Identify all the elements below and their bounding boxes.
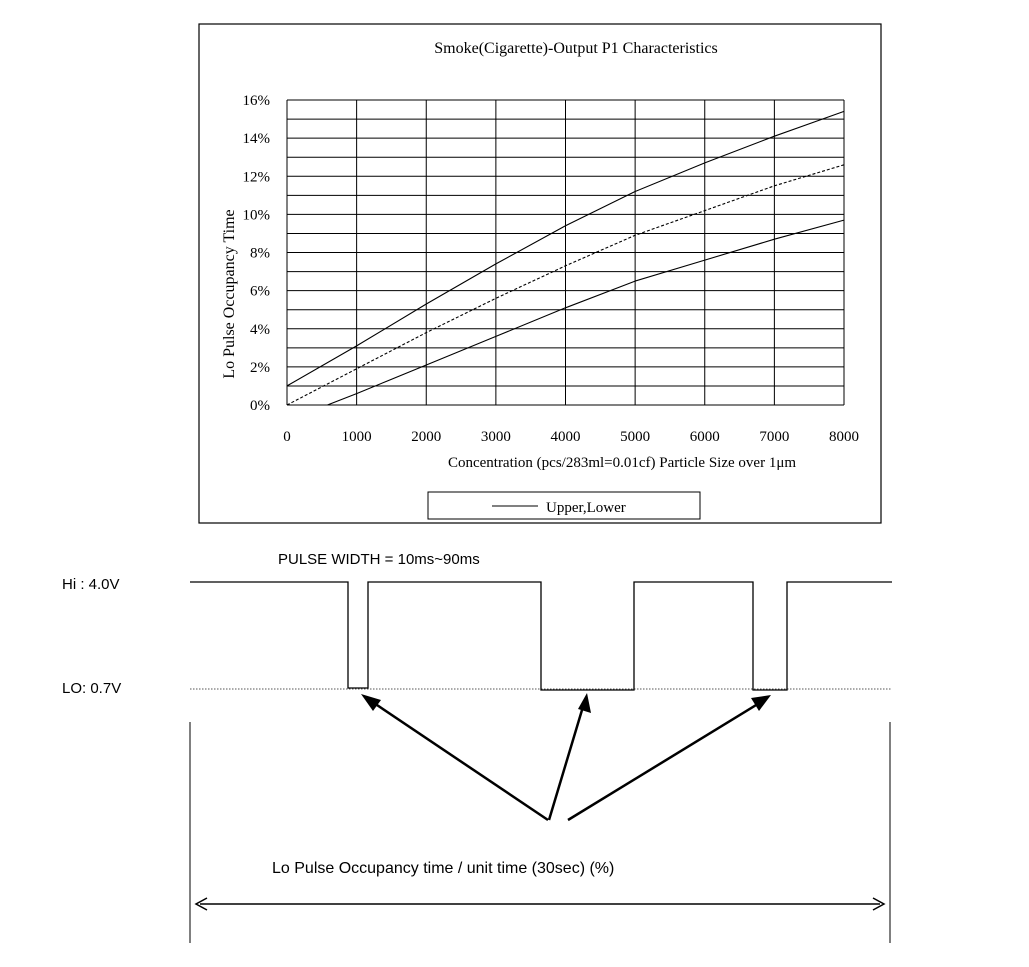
chart-frame [199,24,881,523]
y-tick-label: 2% [250,359,270,376]
pulse-diagram [62,551,892,943]
y-tick-label: 6% [250,283,270,300]
arrowhead-1 [361,694,381,711]
y-tick-label: 4% [250,321,270,338]
arrow-to-pulse-2 [549,700,585,820]
y-tick-label: 10% [242,207,270,224]
x-tick-label: 3000 [480,429,511,445]
pulse-waveform [190,582,892,690]
lo-level-label: LO: 0.7V [62,680,122,697]
x-tick-label: 0 [283,429,291,445]
y-tick-label: 8% [250,245,270,262]
x-tick-label: 2000 [411,429,442,445]
arrow-to-pulse-1 [365,697,548,820]
y-tick-label: 14% [242,131,270,148]
y-tick-label: 12% [242,169,270,186]
y-axis-label: Lo Pulse Occupancy Time [221,209,238,379]
x-tick-label: 5000 [620,429,651,445]
x-axis-label: Concentration (pcs/283ml=0.01cf) Particle Size over 1μm [447,455,797,471]
legend-label: Upper,Lower [546,500,626,516]
x-tick-label: 4000 [550,429,581,445]
x-tick-label: 7000 [759,429,790,445]
pulse-width-label: PULSE WIDTH = 10ms~90ms [278,551,480,568]
hi-level-label: Hi : 4.0V [62,576,120,593]
x-tick-label: 8000 [829,429,859,445]
x-tick-label: 1000 [341,429,372,445]
arrow-to-pulse-3 [568,699,766,820]
y-tick-label: 0% [250,398,270,414]
x-tick-label: 6000 [689,429,720,445]
y-tick-label: 16% [242,93,270,109]
arrowhead-2 [578,693,591,713]
chart-title: Smoke(Cigarette)-Output P1 Characteristics [434,40,718,57]
occupancy-caption: Lo Pulse Occupancy time / unit time (30sec) (%) [272,860,615,877]
arrowhead-3 [751,695,771,711]
